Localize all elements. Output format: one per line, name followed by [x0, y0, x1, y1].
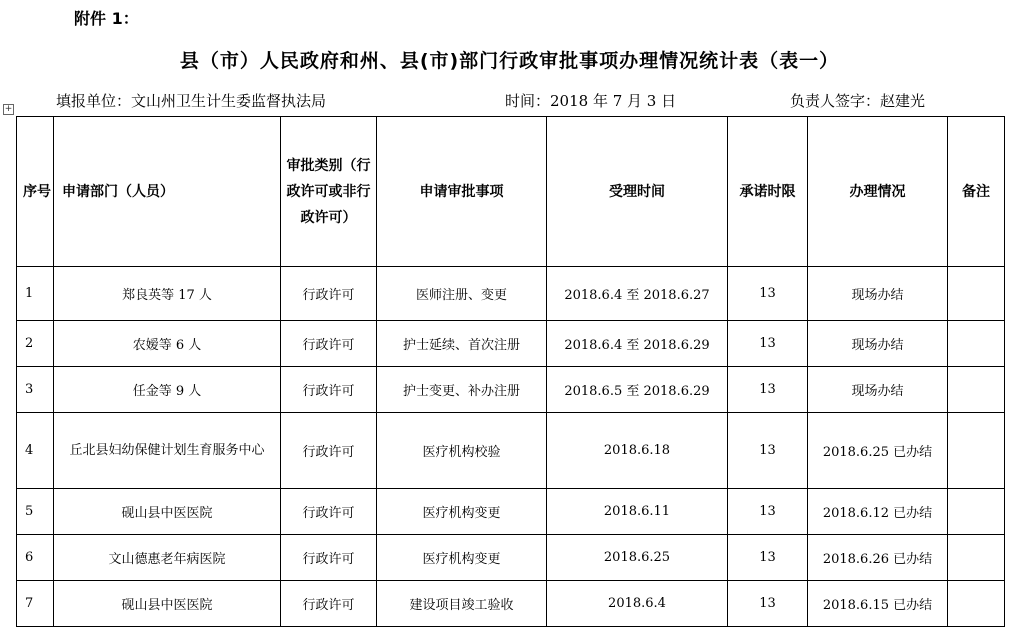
cell-item: 护士延续、首次注册	[377, 321, 547, 367]
cell-item: 医疗机构变更	[377, 535, 547, 581]
cell-status: 2018.6.15 已办结	[808, 581, 948, 627]
cell-remark	[948, 367, 1005, 413]
header-limit: 承诺时限	[728, 117, 808, 267]
cell-accept-time: 2018.6.25	[547, 535, 728, 581]
cell-seq: 2	[17, 321, 54, 367]
table-row	[17, 535, 1005, 581]
header-accept-time: 受理时间	[547, 117, 728, 267]
attachment-label: 附件 1：	[74, 9, 139, 28]
cell-seq: 6	[17, 535, 54, 581]
cell-seq: 7	[17, 581, 54, 627]
cell-seq: 1	[17, 267, 54, 321]
cell-category: 行政许可	[281, 535, 377, 581]
cell-dept: 文山德惠老年病医院	[54, 535, 281, 581]
cell-status: 2018.6.12 已办结	[808, 489, 948, 535]
cell-status: 现场办结	[808, 321, 948, 367]
cell-status: 现场办结	[808, 367, 948, 413]
cell-dept: 砚山县中医医院	[54, 489, 281, 535]
header-seq: 序号	[17, 117, 54, 267]
header-status: 办理情况	[808, 117, 948, 267]
cell-dept: 任金等 9 人	[54, 367, 281, 413]
cell-category: 行政许可	[281, 581, 377, 627]
table-row	[17, 489, 1005, 535]
cell-remark	[948, 581, 1005, 627]
cell-limit: 13	[728, 535, 808, 581]
table-row	[17, 413, 1005, 489]
table-row	[17, 321, 1005, 367]
reporting-unit: 填报单位：文山州卫生计生委监督执法局	[56, 92, 327, 110]
header-item: 申请审批事项	[377, 117, 547, 267]
cell-limit: 13	[728, 321, 808, 367]
cell-accept-time: 2018.6.4 至 2018.6.29	[547, 321, 728, 367]
cell-category: 行政许可	[281, 367, 377, 413]
cell-item: 建设项目竣工验收	[377, 581, 547, 627]
cell-item: 护士变更、补办注册	[377, 367, 547, 413]
cell-item: 医疗机构变更	[377, 489, 547, 535]
cell-remark	[948, 321, 1005, 367]
cell-accept-time: 2018.6.4 至 2018.6.27	[547, 267, 728, 321]
header-dept: 申请部门（人员）	[54, 117, 281, 267]
report-date: 时间：2018 年 7 月 3 日	[505, 92, 677, 110]
table-header-row	[17, 117, 1005, 267]
cell-dept: 砚山县中医医院	[54, 581, 281, 627]
cell-item: 医疗机构校验	[377, 413, 547, 489]
cell-accept-time: 2018.6.11	[547, 489, 728, 535]
cell-category: 行政许可	[281, 489, 377, 535]
cell-dept: 丘北县妇幼保健计划生育服务中心	[54, 413, 281, 489]
cell-limit: 13	[728, 367, 808, 413]
header-category: 审批类别（行政许可或非行政许可）	[281, 117, 377, 267]
cell-remark	[948, 267, 1005, 321]
table-row	[17, 267, 1005, 321]
cell-seq: 5	[17, 489, 54, 535]
cell-limit: 13	[728, 581, 808, 627]
cell-category: 行政许可	[281, 321, 377, 367]
cell-limit: 13	[728, 413, 808, 489]
cell-category: 行政许可	[281, 267, 377, 321]
cell-accept-time: 2018.6.4	[547, 581, 728, 627]
table-row	[17, 367, 1005, 413]
cell-dept: 郑良英等 17 人	[54, 267, 281, 321]
cell-category: 行政许可	[281, 413, 377, 489]
cell-status: 2018.6.25 已办结	[808, 413, 948, 489]
cell-status: 2018.6.26 已办结	[808, 535, 948, 581]
cell-status: 现场办结	[808, 267, 948, 321]
table-row	[17, 581, 1005, 627]
responsible-signature: 负责人签字：赵建光	[790, 92, 926, 110]
header-remark: 备注	[948, 117, 1005, 267]
cell-limit: 13	[728, 267, 808, 321]
cell-item: 医师注册、变更	[377, 267, 547, 321]
cell-remark	[948, 489, 1005, 535]
document-title: 县（市）人民政府和州、县(市)部门行政审批事项办理情况统计表（表一）	[179, 50, 840, 72]
cell-accept-time: 2018.6.5 至 2018.6.29	[547, 367, 728, 413]
cell-accept-time: 2018.6.18	[547, 413, 728, 489]
cell-seq: 3	[17, 367, 54, 413]
cell-remark	[948, 413, 1005, 489]
cell-remark	[948, 535, 1005, 581]
cell-seq: 4	[17, 413, 54, 489]
cell-limit: 13	[728, 489, 808, 535]
table-move-handle-icon[interactable]: +	[4, 104, 13, 114]
cell-dept: 农嫒等 6 人	[54, 321, 281, 367]
approval-table	[16, 116, 1005, 627]
